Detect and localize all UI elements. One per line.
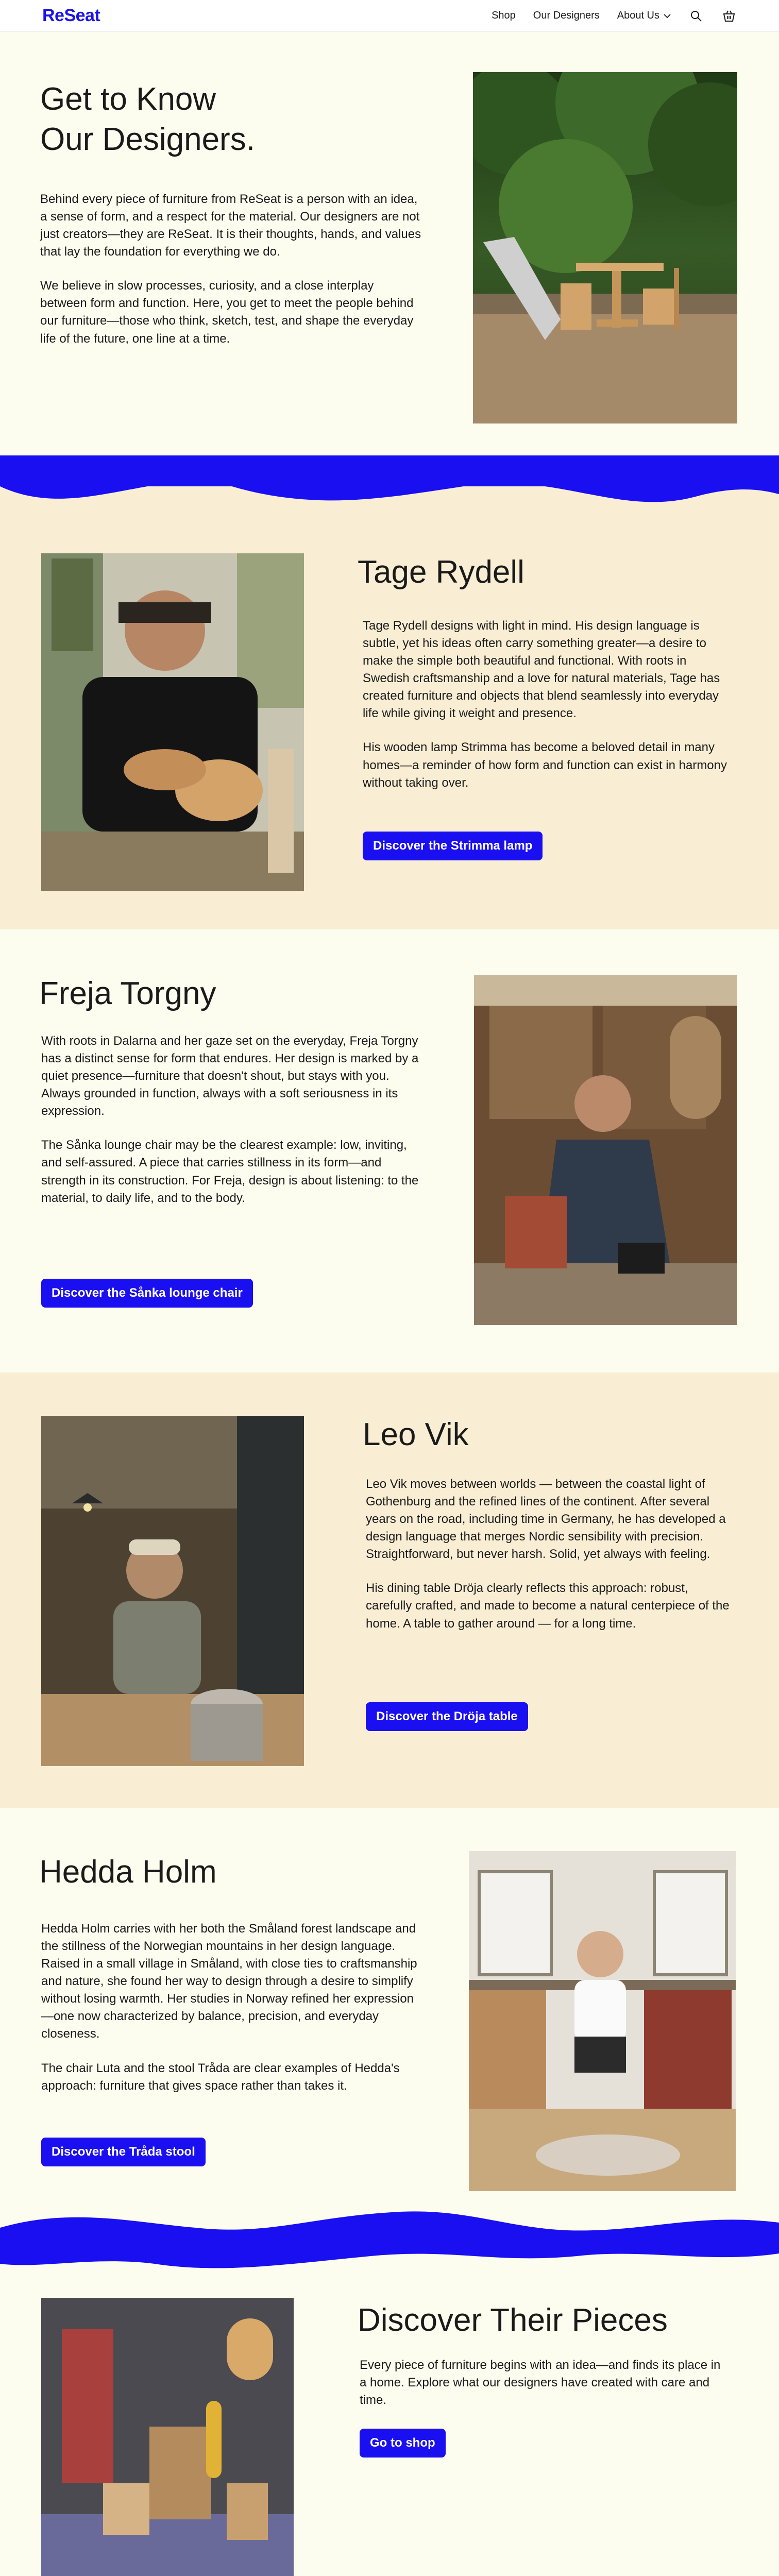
designer-name: Freja Torgny	[39, 976, 216, 1011]
go-to-shop-button[interactable]: Go to shop	[360, 2429, 446, 2458]
designer-bio-paragraph: Leo Vik moves between worlds — between the coastal light of Gothenburg and the refined lines of the continent. After several years on the road, including time in Germany, he has developed a design language that merges Nordic sensibility with precision. Straightforward, but never harsh. Solid, yet always with feeling.	[366, 1477, 726, 1562]
designer-section-tage	[0, 517, 779, 929]
nav-about-us[interactable]	[617, 10, 671, 22]
search-icon[interactable]	[688, 8, 704, 24]
discover-trada-button[interactable]: Discover the Tråda stool	[41, 2138, 206, 2166]
nav-about-us-label: About Us	[617, 10, 659, 21]
designer-bio	[366, 1476, 737, 1633]
intro-photo	[473, 72, 737, 423]
designer-bio	[41, 1920, 420, 2095]
designer-bio-paragraph: His dining table Dröja clearly reflects this approach: robust, carefully crafted, and made to become a natural centerpiece of the home. A table to gather around — for a long time.	[366, 1581, 730, 1631]
cart-icon[interactable]	[721, 8, 737, 24]
discover-section	[0, 2279, 779, 2576]
designer-bio	[363, 617, 734, 792]
discover-droja-button[interactable]: Discover the Dröja table	[366, 1702, 528, 1731]
designer-bio	[41, 1032, 420, 1207]
discover-paragraph: Every piece of furniture begins with an idea—and finds its place in a home. Explore what our designers have created with care and time.	[360, 2358, 721, 2408]
discover-strimma-button[interactable]: Discover the Strimma lamp	[363, 832, 543, 860]
discover-title: Discover Their Pieces	[358, 2302, 668, 2338]
designer-name: Hedda Holm	[39, 1854, 217, 1890]
intro-text	[40, 191, 421, 348]
designer-bio-paragraph: Tage Rydell designs with light in mind. His design language is subtle, yet his ideas often carry something greater—a desire to make the simple both beautiful and functional. With roots in Swedish craftsmanship and a love for natural materials, Tage has created furniture and objects that blend seamlessly into everyday life while giving it weight and presence.	[363, 619, 720, 721]
designer-photo	[469, 1851, 736, 2191]
intro-paragraph: Behind every piece of furniture from ReSeat is a person with an idea, a sense of form, and a respect for the material. Our designers are not just creators—they are ReSeat. It is their thoughts, hands, and values that lay the foundation for everything we do.	[40, 192, 421, 259]
wave-divider	[0, 2207, 779, 2279]
designer-photo	[474, 975, 737, 1325]
site-logo[interactable]: ReSeat	[42, 6, 100, 25]
designer-section-hedda	[0, 1808, 779, 2207]
designer-name: Leo Vik	[363, 1417, 469, 1452]
designer-bio-paragraph: Hedda Holm carries with her both the Småland forest landscape and the stillness of the Norwegian mountains in her design language. Raised in a small village in Småland, with close ties to craftsmanship and nature, she found her way to design through a desire to simplify without losing warmth. Her studies in Norway refined her expression—one now characterized by balance, precision, and everyday closeness.	[41, 1922, 417, 2041]
intro-title-line1: Get to Know	[40, 81, 216, 117]
intro-paragraph: We believe in slow processes, curiosity, and a close interplay between form and function. Here, you get to meet the people behind our furniture—those who think, sketch, test, and shape the everyday life of the future, one line at a time.	[40, 279, 414, 346]
designer-photo	[41, 553, 304, 891]
designer-section-freja	[0, 929, 779, 1372]
designer-section-leo	[0, 1372, 779, 1808]
intro-title	[40, 79, 401, 159]
main-nav	[492, 8, 737, 24]
designer-bio-paragraph: The Sånka lounge chair may be the clearest example: low, inviting, and self-assured. A piece that carries stillness in its form—and strength in its construction. For Freja, design is about listening: to the material, to daily life, and to the body.	[41, 1138, 419, 1205]
designer-bio-paragraph: The chair Luta and the stool Tråda are clear examples of Hedda's approach: furniture that gives space rather than takes it.	[41, 2061, 400, 2093]
wave-divider	[0, 455, 779, 517]
nav-shop[interactable]: Shop	[492, 10, 516, 21]
designer-name: Tage Rydell	[358, 554, 524, 590]
designer-photo	[41, 1416, 304, 1766]
designer-bio-paragraph: With roots in Dalarna and her gaze set on the everyday, Freja Torgny has a distinct sense for form that endures. Her design is marked by a quiet presence—furniture that doesn't shout, but stays with you. Always grounded in function, always with a soft seriousness in its expression.	[41, 1034, 419, 1118]
intro-section	[0, 32, 779, 455]
intro-title-line2: Our Designers.	[40, 121, 255, 157]
discover-sanka-button[interactable]: Discover the Sånka lounge chair	[41, 1279, 253, 1308]
chevron-down-icon	[664, 10, 671, 22]
discover-photo	[41, 2298, 294, 2576]
designer-bio-paragraph: His wooden lamp Strimma has become a beloved detail in many homes—a reminder of how form and function can exist in harmony without taking over.	[363, 740, 727, 790]
site-header	[0, 0, 779, 32]
nav-our-designers[interactable]: Our Designers	[533, 10, 600, 21]
